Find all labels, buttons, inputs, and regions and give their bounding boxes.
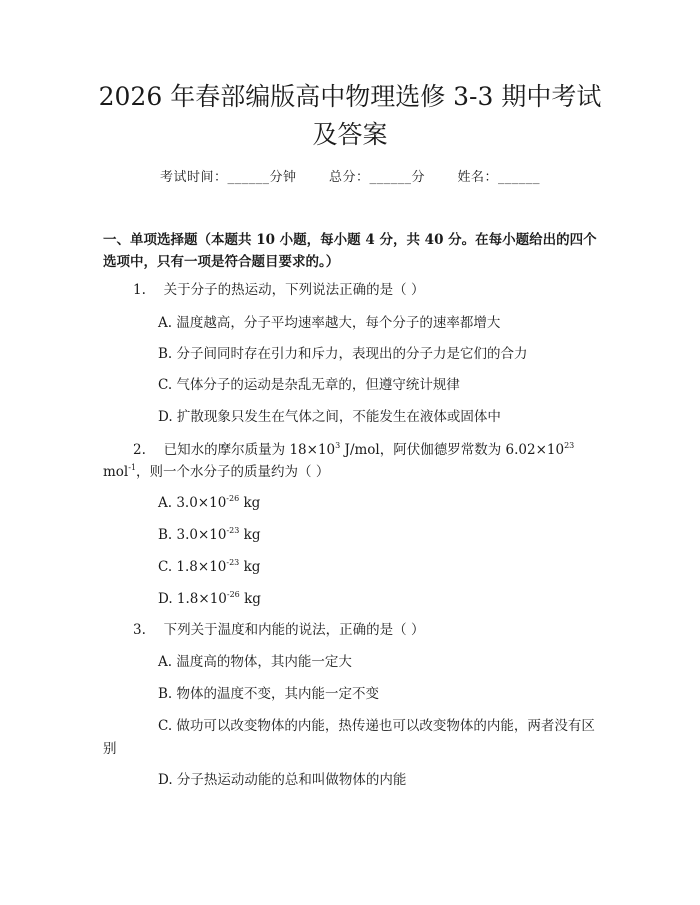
question-1-option-b: B. 分子间同时存在引力和斥力，表现出的分子力是它们的合力 [158, 346, 528, 362]
student-name-field: 姓名：______ [457, 170, 540, 185]
question-1-option-c: C. 气体分子的运动是杂乱无章的，但遵守统计规律 [158, 377, 460, 393]
question-1-stem: 1. 关于分子的热运动，下列说法正确的是（ ） [133, 282, 425, 298]
question-2-stem-continued: mol$^{-1}$，则一个水分子的质量约为（ ） [103, 463, 330, 480]
question-2-option-c: C. $1.8\times 10^{-23}$ kg [158, 558, 261, 575]
question-3-option-a: A. 温度高的物体，其内能一定大 [158, 654, 352, 670]
section-heading: 一、单项选择题（本题共 10 小题，每小题 4 分，共 40 分。在每小题给出的四个选项中，只有一项是符合题目要求的。） [103, 232, 597, 270]
question-3-option-d: D. 分子热运动动能的总和叫做物体的内能 [158, 772, 407, 788]
question-1-option-d: D. 扩散现象只发生在气体之间，不能发生在液体或固体中 [158, 409, 501, 425]
question-2-option-b: B. $3.0\times 10^{-23}$ kg [158, 526, 261, 543]
total-score-field: 总分：______分 [328, 170, 425, 185]
exam-meta [0, 168, 700, 188]
question-2-option-d: D. $1.8\times 10^{-26}$ kg [158, 590, 261, 607]
question-3-stem: 3. 下列关于温度和内能的说法，正确的是（ ） [133, 622, 425, 638]
question-3-option-b: B. 物体的温度不变，其内能一定不变 [158, 686, 380, 702]
question-2-option-a: A. $3.0\times 10^{-26}$ kg [158, 494, 261, 511]
question-1-option-a: A. 温度越高，分子平均速率越大，每个分子的速率都增大 [158, 315, 501, 331]
question-2-stem: 2. 已知水的摩尔质量为 $18\times 10^3$ J/mol，阿伏伽德罗常数为 $6.02\times 10^{23}$ [133, 441, 575, 458]
exam-time-field: 考试时间：______分钟 [160, 170, 297, 185]
question-3-option-c: C. 做功可以改变物体的内能，热传递也可以改变物体的内能，两者没有区别 [103, 718, 595, 757]
exam-title: 2026 年春部编版高中物理选修 3-3 期中考试及答案 [98, 82, 602, 149]
